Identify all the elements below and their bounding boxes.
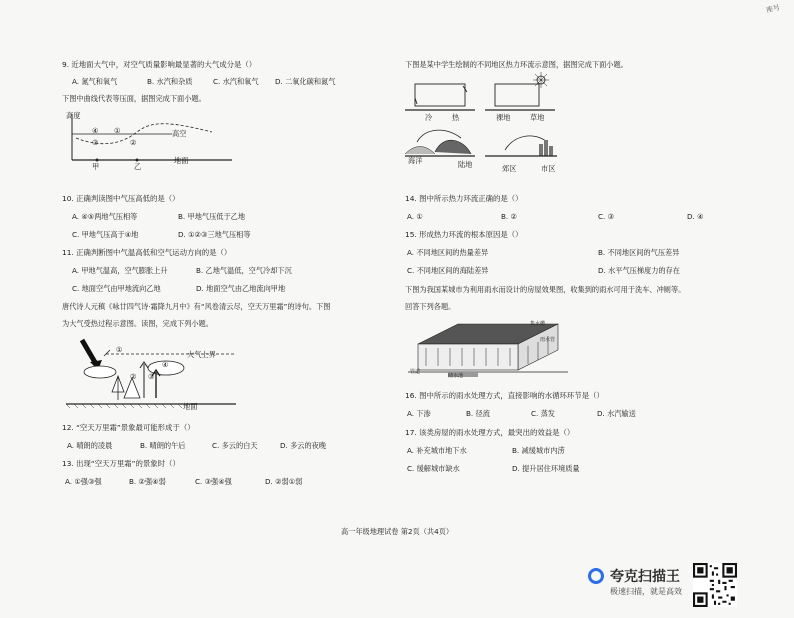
- q9-opt-a: A. 氮气和氧气: [72, 77, 118, 86]
- q13-opt-d: D. ②弱①弱: [265, 477, 303, 486]
- q11-stem: 11. 正确判断图中气温高低和空气运动方向的是（）: [62, 248, 232, 257]
- intro-isobar: 下图中曲线代表等压面，据图完成下面小题。: [62, 94, 206, 103]
- q9-opt-d: D. 二氧化碳和氮气: [275, 77, 336, 86]
- rainwater-house-figure: [408, 318, 588, 378]
- isobar-num-4: ④: [92, 126, 99, 135]
- scanner-brand-subtitle: 极速扫描，就是高效: [610, 587, 682, 596]
- q15-stem: 15. 形成热力环流的根本原因是（）: [405, 230, 523, 239]
- isobar-num-2: ②: [130, 138, 137, 147]
- q12-opt-a: A. 晴朗的凌晨: [67, 441, 113, 450]
- isobar-num-3: ③: [92, 138, 99, 147]
- heating-top-label: 大气上界: [187, 350, 216, 359]
- q15-opt-d: D. 水平气压梯度力的存在: [598, 266, 680, 275]
- isobar-high-label: 高空: [172, 129, 187, 138]
- intro-circulation: 下图是某中学生绘制的不同地区热力环流示意图，据图完成下面小题。: [405, 60, 628, 69]
- q14-opt-c: C. ③: [598, 212, 615, 221]
- q15-opt-c: C. 不同地区间的海陆差异: [407, 266, 489, 275]
- q16-opt-b: B. 径流: [466, 409, 490, 418]
- q12-stem: 12. “空天万里霜”景象最可能形成于（）: [62, 423, 195, 432]
- circulation-figure: [405, 72, 565, 176]
- house-label-pipe: 雨水管: [540, 337, 556, 343]
- q13-opt-a: A. ①强③强: [65, 477, 102, 486]
- circ-label-cold: 冷: [425, 113, 433, 122]
- circ-label-bare: 裸地: [496, 113, 511, 122]
- q9-opt-b: B. 水汽和杂质: [147, 77, 193, 86]
- q15-opt-a: A. 不同地区间的热量差异: [407, 248, 489, 257]
- q11-opt-c: C. 地面空气由甲地流向乙地: [72, 284, 161, 293]
- q17-opt-c: C. 缓解城市缺水: [407, 464, 460, 473]
- q13-stem: 13. 出现“空天万里霜”的景象时（）: [62, 459, 180, 468]
- q14-opt-b: B. ②: [501, 212, 517, 221]
- q12-opt-d: D. 多云的夜晚: [280, 441, 327, 450]
- intro-rainwater-line2: 回答下列各题。: [405, 302, 456, 311]
- circ-label-sea: 海洋: [408, 156, 423, 165]
- circ-label-suburb: 郊区: [502, 164, 517, 173]
- heating-num-2: ②: [130, 372, 137, 381]
- q14-opt-d: D. ④: [687, 212, 704, 221]
- q10-opt-c: C. 甲地气压高于④地: [72, 230, 139, 239]
- q14-stem: 14. 图中所示热力环流正确的是（）: [405, 194, 523, 203]
- heating-num-4: ④: [162, 360, 169, 369]
- corner-stamp: 座号: [765, 3, 781, 15]
- q9-stem: 9. 近地面大气中，对空气质量影响最显著的大气成分是（）: [62, 60, 257, 69]
- house-label-tank: 储水池: [448, 373, 464, 379]
- page-footer: 高一年级地理试卷 第2页（共4页）: [340, 527, 454, 536]
- q10-opt-d: D. ①②③三地气压相等: [178, 230, 251, 239]
- q16-stem: 16. 图中所示的雨水处理方式，直接影响的水循环环节是（）: [405, 391, 604, 400]
- intro-rainwater-line1: 下图为我国某城市为利用雨水而设计的房屋效果图，收集到的雨水可用于洗车、冲厕等。: [405, 285, 686, 294]
- intro-poem-line1: 唐代诗人元稹《咏廿四气诗·霜降九月中》有“风卷清云尽，空天万里霜”的诗句。下图: [62, 302, 331, 311]
- q12-opt-b: B. 晴朗的午后: [140, 441, 186, 450]
- intro-poem-line2: 为大气受热过程示意图。读图，完成下列小题。: [62, 319, 213, 328]
- isobar-jia: 甲: [92, 162, 100, 171]
- q13-opt-b: B. ②强④弱: [129, 477, 166, 486]
- isobar-yi: 乙: [134, 162, 142, 171]
- q11-opt-d: D. 地面空气由乙地流向甲地: [196, 284, 286, 293]
- q10-stem: 10. 正确判读图中气压高低的是（）: [62, 194, 180, 203]
- q10-opt-b: B. 甲地气压低于乙地: [178, 212, 246, 221]
- circ-label-hot: 热: [452, 113, 460, 122]
- q17-opt-d: D. 提升居住环境质量: [512, 464, 580, 473]
- house-label-gutter: 集水槽: [530, 321, 546, 327]
- q15-opt-b: B. 不同地区间的气压差异: [598, 248, 680, 257]
- heating-figure: [66, 336, 266, 410]
- q16-opt-d: D. 水汽输送: [597, 409, 636, 418]
- isobar-num-1: ①: [114, 126, 121, 135]
- circ-label-grass: 草地: [530, 113, 545, 122]
- heating-ground-label: 地面: [183, 402, 198, 411]
- q17-opt-b: B. 减缓城市内涝: [512, 446, 565, 455]
- heating-num-1: ①: [116, 345, 123, 354]
- isobar-ground-label: 地面: [174, 156, 189, 165]
- scanner-logo-icon: [588, 568, 604, 584]
- scanner-brand-title: 夸克扫描王: [610, 569, 680, 585]
- q17-opt-a: A. 补充城市地下水: [407, 446, 467, 455]
- q17-stem: 17. 该类房屋的雨水处理方式，最突出的效益是（）: [405, 428, 575, 437]
- circ-label-land: 陆地: [458, 160, 473, 169]
- q9-opt-c: C. 水汽和氧气: [213, 77, 259, 86]
- q16-opt-c: C. 蒸发: [531, 409, 555, 418]
- qr-code-icon: [693, 563, 737, 607]
- isobar-y-label: 高度: [66, 111, 81, 120]
- circ-label-city: 市区: [541, 164, 556, 173]
- q11-opt-a: A. 甲地气温高，空气膨胀上升: [72, 266, 168, 275]
- heating-num-3: ③: [148, 372, 155, 381]
- q10-opt-a: A. ④⑤两地气压相等: [72, 212, 138, 221]
- house-label-duct: 管道: [410, 369, 421, 375]
- q13-opt-c: C. ③强④强: [195, 477, 232, 486]
- q14-opt-a: A. ①: [407, 212, 423, 221]
- q16-opt-a: A. 下渗: [407, 409, 431, 418]
- q12-opt-c: C. 多云的白天: [212, 441, 258, 450]
- q11-opt-b: B. 乙地气温低，空气冷却下沉: [196, 266, 292, 275]
